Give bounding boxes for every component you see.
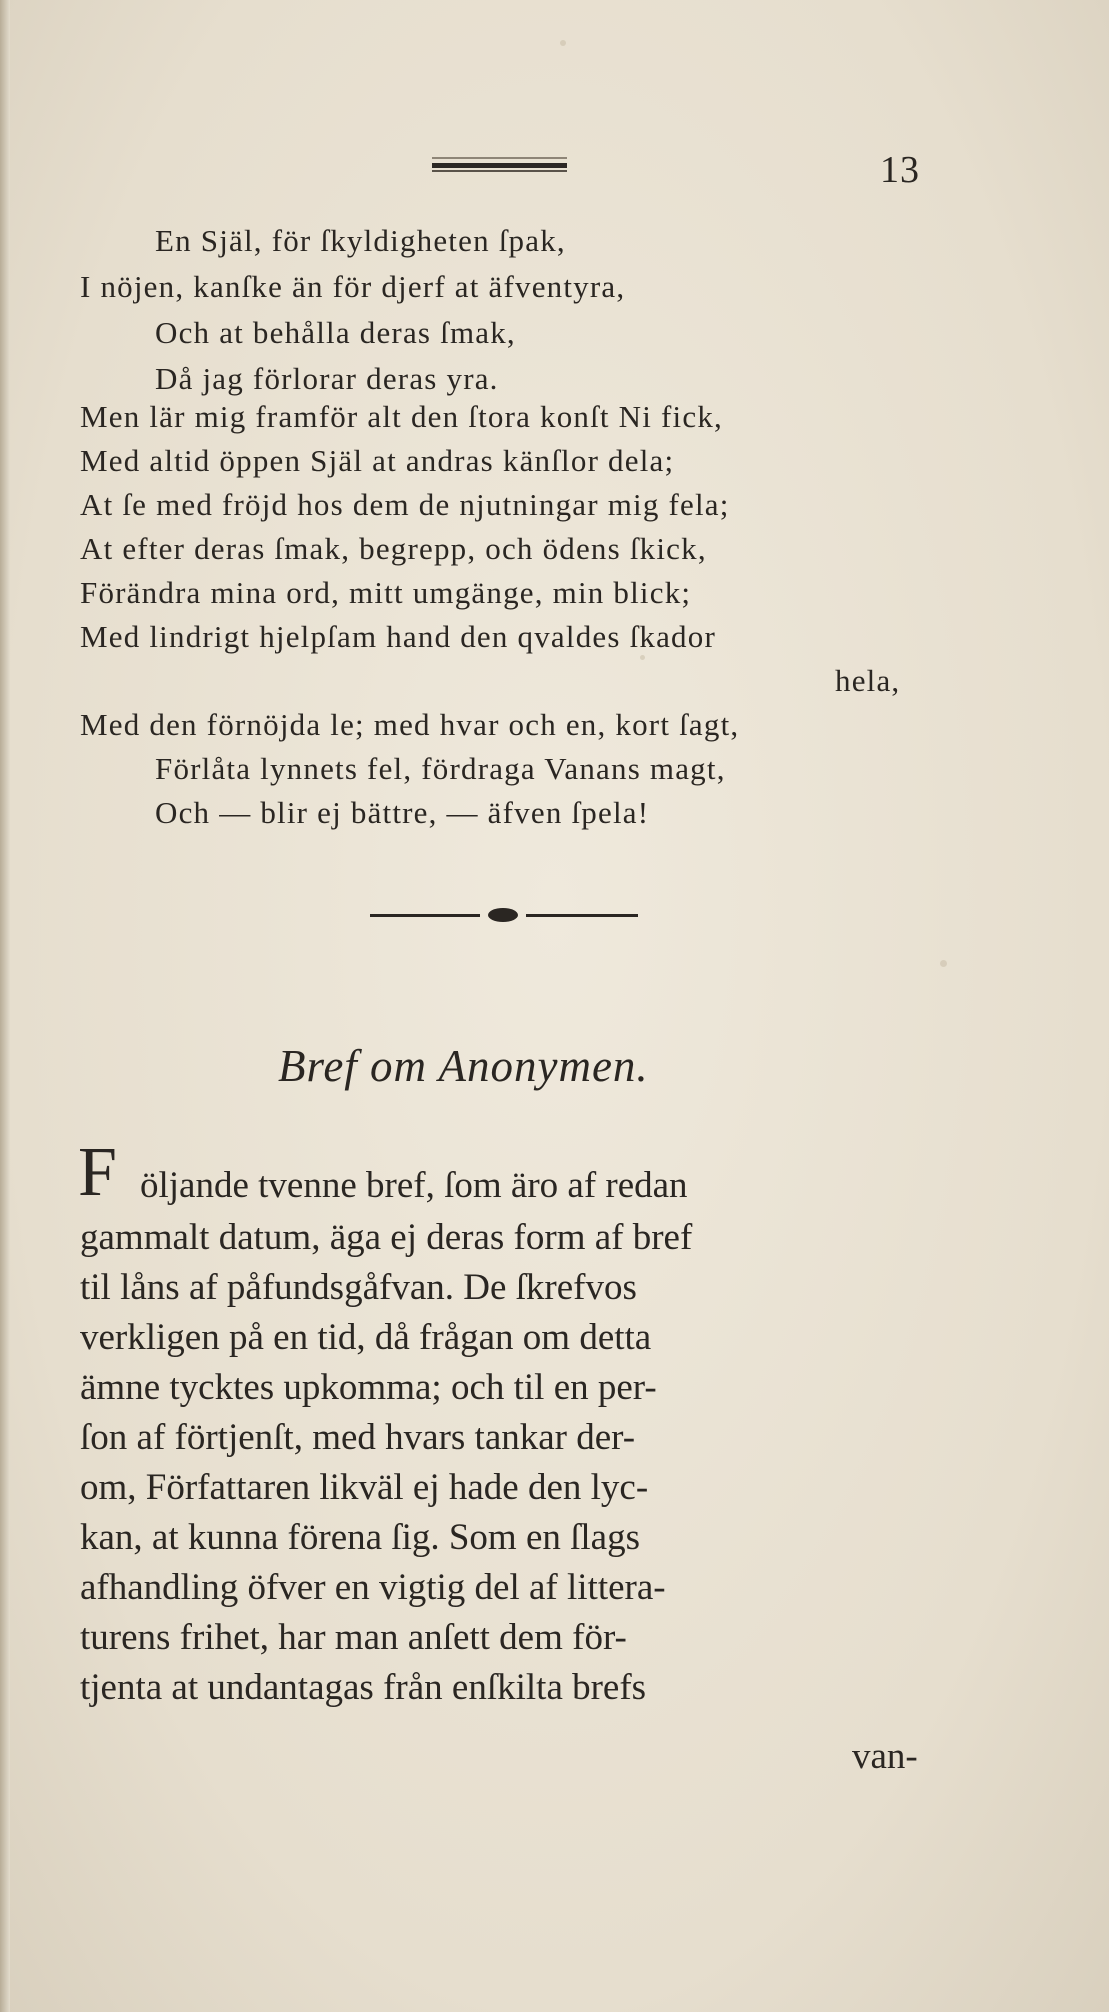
prose-line: verkligen på en tid, då frågan om detta	[80, 1317, 652, 1358]
poem-line: Och — blir ej bättre, — äfven ſpela!	[155, 795, 650, 830]
prose-line: gammalt datum, äga ej deras form af bref	[80, 1217, 693, 1258]
poem-line: Och at behålla deras ſmak,	[155, 315, 516, 350]
prose-line: kan, at kunna förena ſig. Som en ſlags	[80, 1517, 641, 1558]
prose-line: ämne tycktes upkomma; och til en per-	[80, 1367, 657, 1408]
poem-line: Förlåta lynnets fel, fördraga Vanans magt,	[155, 751, 726, 786]
prose-line: ſon af förtjenſt, med hvars tankar der-	[80, 1417, 636, 1458]
drop-cap: F	[78, 1134, 117, 1211]
prose-line: öljande tvenne bref, ſom äro af redan	[140, 1165, 688, 1206]
poem-line: En Själ, för ſkyldigheten ſpak,	[155, 223, 566, 258]
poem-line: Med den förnöjda le; med hvar och en, kort ſagt,	[80, 707, 740, 742]
prose-line: til låns af påfundsgåfvan. De ſkrefvos	[80, 1267, 637, 1308]
catchword: van-	[852, 1736, 918, 1777]
paper-spot	[560, 40, 566, 46]
prose-line: turens frihet, har man anſett dem för-	[80, 1617, 627, 1658]
poem-line: At efter deras ſmak, begrepp, och ödens ſkick,	[80, 531, 707, 566]
page-edge-shadow	[0, 0, 10, 2012]
poem-line: hela,	[835, 663, 901, 698]
prose-line: om, Författaren likväl ej hade den lyc-	[80, 1467, 649, 1508]
paper-spot	[940, 960, 947, 967]
section-divider-ornament	[370, 905, 640, 925]
poem-line: At ſe med fröjd hos dem de njutningar mig fela;	[80, 487, 730, 522]
poem-line: Med altid öppen Själ at andras känſlor dela;	[80, 443, 675, 478]
page-number: 13	[880, 149, 920, 191]
poem-line: Men lär mig framför alt den ſtora konſt Ni fick,	[80, 399, 723, 434]
prose-line: tjenta at undantagas från enſkilta brefs	[80, 1667, 647, 1708]
poem-line: Förändra mina ord, mitt umgänge, min blick;	[80, 575, 692, 610]
section-title: Bref om Anonymen.	[278, 1041, 649, 1091]
poem-line: Med lindrigt hjelpſam hand den qvaldes ſkador	[80, 619, 716, 654]
poem-line: Då jag förlorar deras yra.	[155, 361, 499, 396]
prose-line: afhandling öfver en vigtig del af littera-	[80, 1567, 666, 1608]
header-rule-ornament	[432, 157, 567, 173]
poem-line: I nöjen, kanſke än för djerf at äfventyra,	[80, 269, 626, 304]
